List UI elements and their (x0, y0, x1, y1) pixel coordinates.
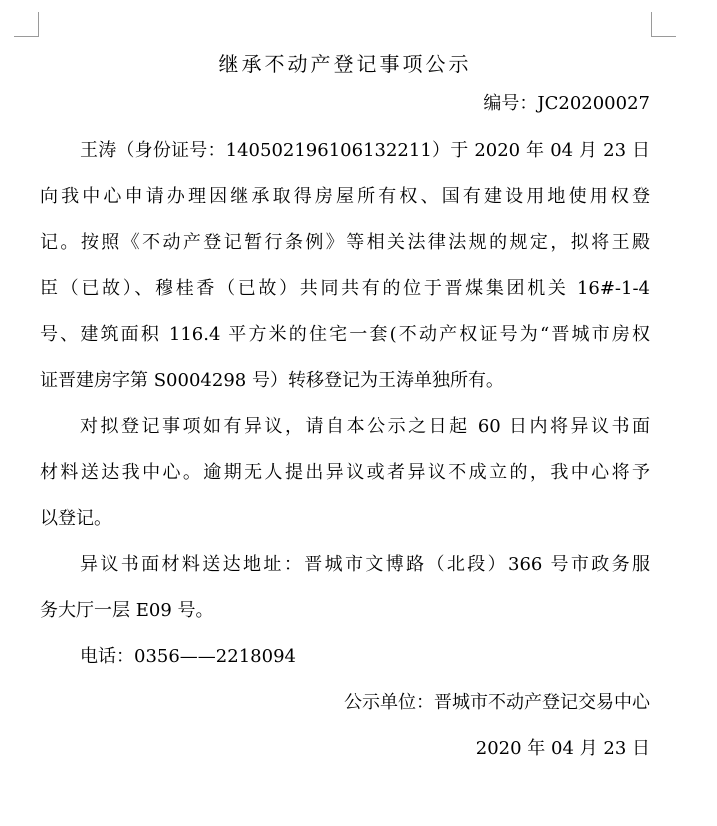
date-line: 2020 年 04 月 23 日 (475, 738, 650, 759)
publisher-line: 公示单位：晋城市不动产登记交易中心 (344, 692, 650, 713)
paragraph-line: 臣（已故）、穆桂香（已故）共同共有的位于晋煤集团机关 16#-1-4 (40, 278, 650, 299)
paragraph-line: 对拟登记事项如有异议，请自本公示之日起 60 日内将异议书面 (80, 416, 650, 437)
paragraph-line: 证晋建房字第 S0004298 号）转移登记为王涛单独所有。 (40, 370, 504, 391)
page-corner-mark-top-right (651, 12, 676, 37)
paragraph-line: 材料送达我中心。逾期无人提出异议或者异议不成立的，我中心将予 (40, 462, 650, 483)
document-title: 继承不动产登记事项公示 (218, 52, 472, 76)
paragraph-line: 异议书面材料送达地址：晋城市文博路（北段）366 号市政务服 (80, 554, 650, 575)
paragraph-line: 以登记。 (40, 508, 112, 529)
phone-line: 电话：0356——2218094 (80, 646, 296, 667)
paragraph-line: 务大厅一层 E09 号。 (40, 600, 214, 621)
paragraph-line: 王涛（身份证号：140502196106132211）于 2020 年 04 月 23 日 (80, 140, 650, 161)
paragraph-line: 向我中心申请办理因继承取得房屋所有权、国有建设用地使用权登 (40, 186, 650, 207)
page-corner-mark-top-left (14, 12, 39, 37)
paragraph-line: 号、建筑面积 116.4 平方米的住宅一套(不动产权证号为“晋城市房权 (40, 324, 650, 345)
paragraph-line: 记。按照《不动产登记暂行条例》等相关法律法规的规定，拟将王殿 (40, 232, 650, 253)
document-number: 编号：JC20200027 (483, 93, 650, 114)
